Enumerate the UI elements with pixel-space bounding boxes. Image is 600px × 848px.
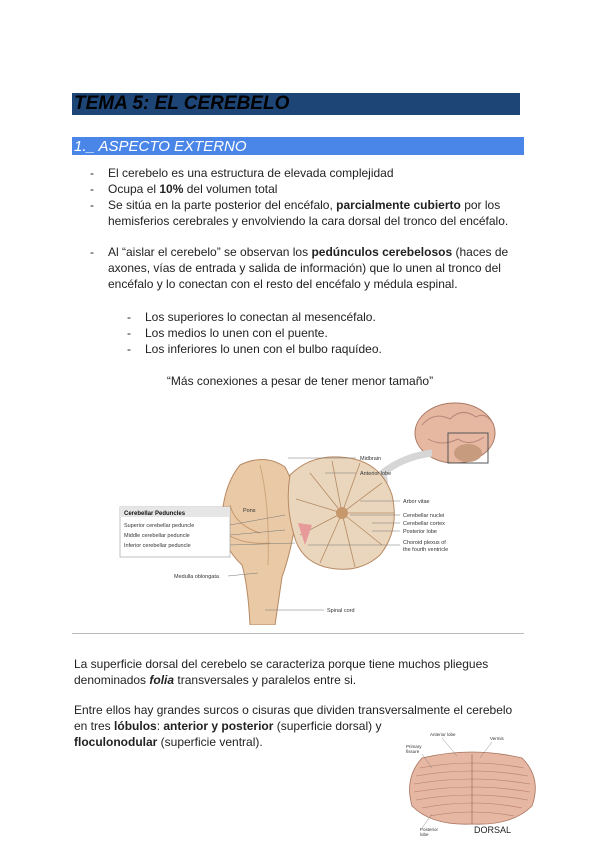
label-posterior-lobe-2: lobe [420,832,429,837]
features-list [90,165,520,229]
peduncles-list [90,244,520,292]
cerebellum-dorsal-figure [392,728,552,840]
label-spinal-cord: Spinal cord [327,608,355,614]
label-arbor-vitae: Arbor vitae [403,499,430,505]
peduncles-sublist [127,309,507,357]
label-posterior-lobe: Posterior lobe [403,529,437,535]
label-posterior-lobe: Posterior [420,827,439,832]
list-item: - Los inferiores lo unen con el bulbo raquídeo. [127,341,507,357]
brainstem-image [222,459,296,625]
label-cerebellar-cortex: Cerebellar cortex [403,521,445,527]
label-pons: Pons [243,508,256,514]
label-choroid-plexus-2: the fourth ventricle [403,547,449,553]
label-choroid-plexus: Choroid plexus of [403,540,446,546]
list-item: - Los medios lo unen con el puente. [127,325,507,341]
legend-item: Superior cerebellar peduncle [124,523,195,529]
legend-title: Cerebellar Peduncles [124,511,186,517]
label-medulla: Medulla oblongata [174,574,219,580]
label-cerebellar-nuclei: Cerebellar nuclei [403,513,445,519]
quote: “Más conexiones a pesar de tener menor tamaño” [166,374,434,388]
figure-caption: DORSAL [474,825,512,835]
list-item: - Al “aislar el cerebelo” se observan los pedúnculos cerebelosos (haces de axones, vías de entrada y salida de información) que lo unen al tronco del encéfalo y lo conectan con el resto del encéfalo y médula espinal. [90,244,520,292]
label-anterior-lobe: Anterior lobe [430,732,456,737]
legend-item: Inferior cerebellar peduncle [124,543,191,549]
section-heading: 1._ ASPECTO EXTERNO [74,138,247,155]
label-anterior-lobe: Anterior lobe [360,471,392,477]
label-midbrain: Midbrain [360,456,382,462]
label-primary-fissure: Primary [406,744,422,749]
label-vermis: Vermis [490,736,504,741]
list-item: - El cerebelo es una estructura de elevada complejidad [90,165,520,181]
label-primary-fissure-2: fissure [406,749,420,754]
page-title: TEMA 5: EL CEREBELO [74,93,290,114]
list-item: - Ocupa el 10% del volumen total [90,181,520,197]
cerebellum-sagittal-figure [110,395,520,625]
paragraph-lobes: Entre ellos hay grandes surcos o cisuras que dividen transversalmente el cerebelo en tres lóbulos: anterior y posterior (superficie dorsal) y floculonodular (superficie ventral). [74,703,513,749]
list-item: - Los superiores lo conectan al mesencéfalo. [127,309,507,325]
divider [72,633,524,634]
paragraph-folia: La superficie dorsal del cerebelo se caracteriza porque tiene muchos pliegues denominados folia transversales y paralelos entre si. [74,657,489,687]
legend-item: Middle cerebellar peduncle [124,533,190,539]
list-item: - Se sitúa en la parte posterior del encéfalo, parcialmente cubierto por los hemisferios cerebrales y envolviendo la cara dorsal del tronco del encéfalo. [90,197,520,229]
